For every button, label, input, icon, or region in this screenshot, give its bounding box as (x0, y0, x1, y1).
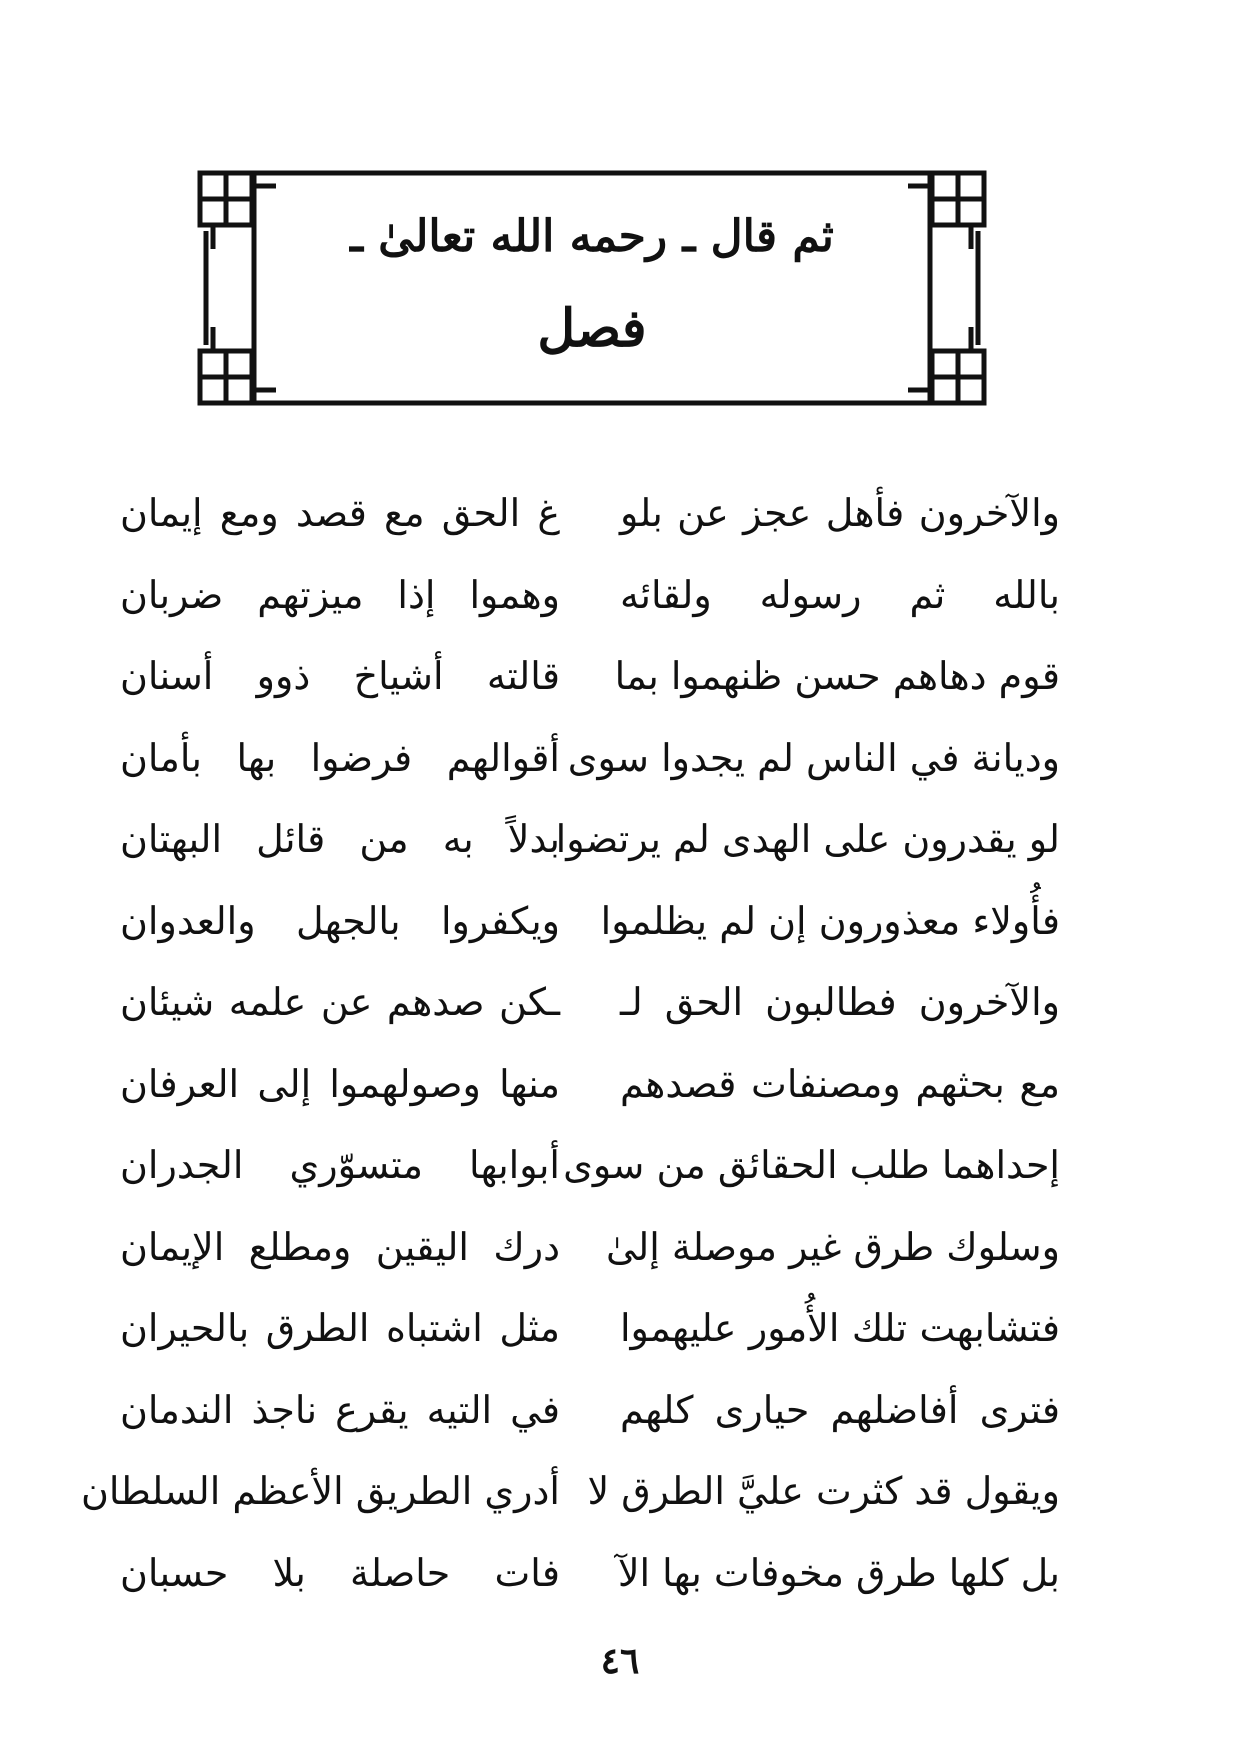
verse-first-hemistich: قوم دهاهم حسن ظنهموا بما (614, 654, 1060, 698)
verse-second-hemistich: وهموا إذا ميزتهم ضربان (120, 572, 560, 617)
verse-second-hemistich: ويكفروا بالجهل والعدوان (120, 898, 560, 943)
poem-body (81, 478, 1060, 1619)
verse-first-hemistich: فتشابهت تلك الأُمور عليهموا (620, 1306, 1060, 1350)
chapter-intro-line: ثم قال ـ رحمه الله تعالىٰ ـ (350, 211, 834, 262)
verse-second-hemistich: أبوابها متسوّري الجدران (120, 1143, 560, 1187)
verse-first-hemistich: لو يقدرون على الهدى لم يرتضوا (555, 817, 1060, 861)
verse-second-hemistich: أقوالهم فرضوا بها بأمان (120, 735, 560, 780)
verse-second-hemistich: بدلاً به من قائل البهتان (120, 817, 560, 861)
verse-3 (120, 641, 1060, 723)
verse-first-hemistich: ويقول قد كثرت عليَّ الطرق لا (587, 1469, 1060, 1513)
verse-second-hemistich: قالته أشياخ ذوو أسنان (120, 654, 560, 698)
verse-5 (120, 804, 1060, 886)
verse-11 (120, 1293, 1060, 1375)
verse-second-hemistich: درك اليقين ومطلع الإيمان (120, 1224, 560, 1269)
verse-first-hemistich: والآخرون فطالبون الحق لـ (620, 980, 1060, 1024)
ornamental-frame-icon (196, 169, 988, 407)
verse-14 (120, 1538, 1060, 1620)
verse-first-hemistich: وسلوك طرق غير موصلة إلىٰ (605, 1224, 1060, 1269)
verse-second-hemistich: منها وصولهموا إلى العرفان (120, 1061, 560, 1106)
verse-first-hemistich: بالله ثم رسوله ولقائه (620, 572, 1060, 617)
verse-second-hemistich: مثل اشتباه الطرق بالحيران (120, 1306, 560, 1350)
verse-second-hemistich: في التيه يقرع ناجذ الندمان (120, 1387, 560, 1432)
verse-second-hemistich: غ الحق مع قصد ومع إيمان (120, 491, 560, 535)
verse-8 (120, 1049, 1060, 1131)
verse-2 (120, 560, 1060, 642)
verse-4 (120, 723, 1060, 805)
verse-12 (120, 1375, 1060, 1457)
verse-first-hemistich: والآخرون فأهل عجز عن بلو (620, 491, 1060, 535)
page-number: ٤٦ (600, 1640, 640, 1682)
verse-1 (120, 478, 1060, 560)
verse-first-hemistich: بل كلها طرق مخوفات بها الآ (617, 1550, 1060, 1595)
verse-first-hemistich: إحداهما طلب الحقائق من سوى (563, 1143, 1060, 1187)
verse-first-hemistich: مع بحثهم ومصنفات قصدهم (620, 1061, 1060, 1106)
verse-first-hemistich: وديانة في الناس لم يجدوا سوى (567, 735, 1060, 780)
verse-first-hemistich: فأُولاء معذورون إن لم يظلموا (600, 898, 1060, 943)
verse-second-hemistich: ـكن صدهم عن علمه شيئان (120, 980, 560, 1024)
verse-6 (120, 886, 1060, 968)
chapter-header-frame (196, 169, 988, 407)
chapter-title: فصل (537, 298, 647, 359)
verse-13 (81, 1456, 1060, 1538)
verse-second-hemistich: فات حاصلة بلا حسبان (120, 1550, 560, 1595)
verse-10 (120, 1212, 1060, 1294)
verse-9 (120, 1130, 1060, 1212)
verse-7 (120, 967, 1060, 1049)
verse-second-hemistich: أدري الطريق الأعظم السلطان (81, 1469, 560, 1513)
verse-first-hemistich: فترى أفاضلهم حيارى كلهم (620, 1387, 1060, 1432)
